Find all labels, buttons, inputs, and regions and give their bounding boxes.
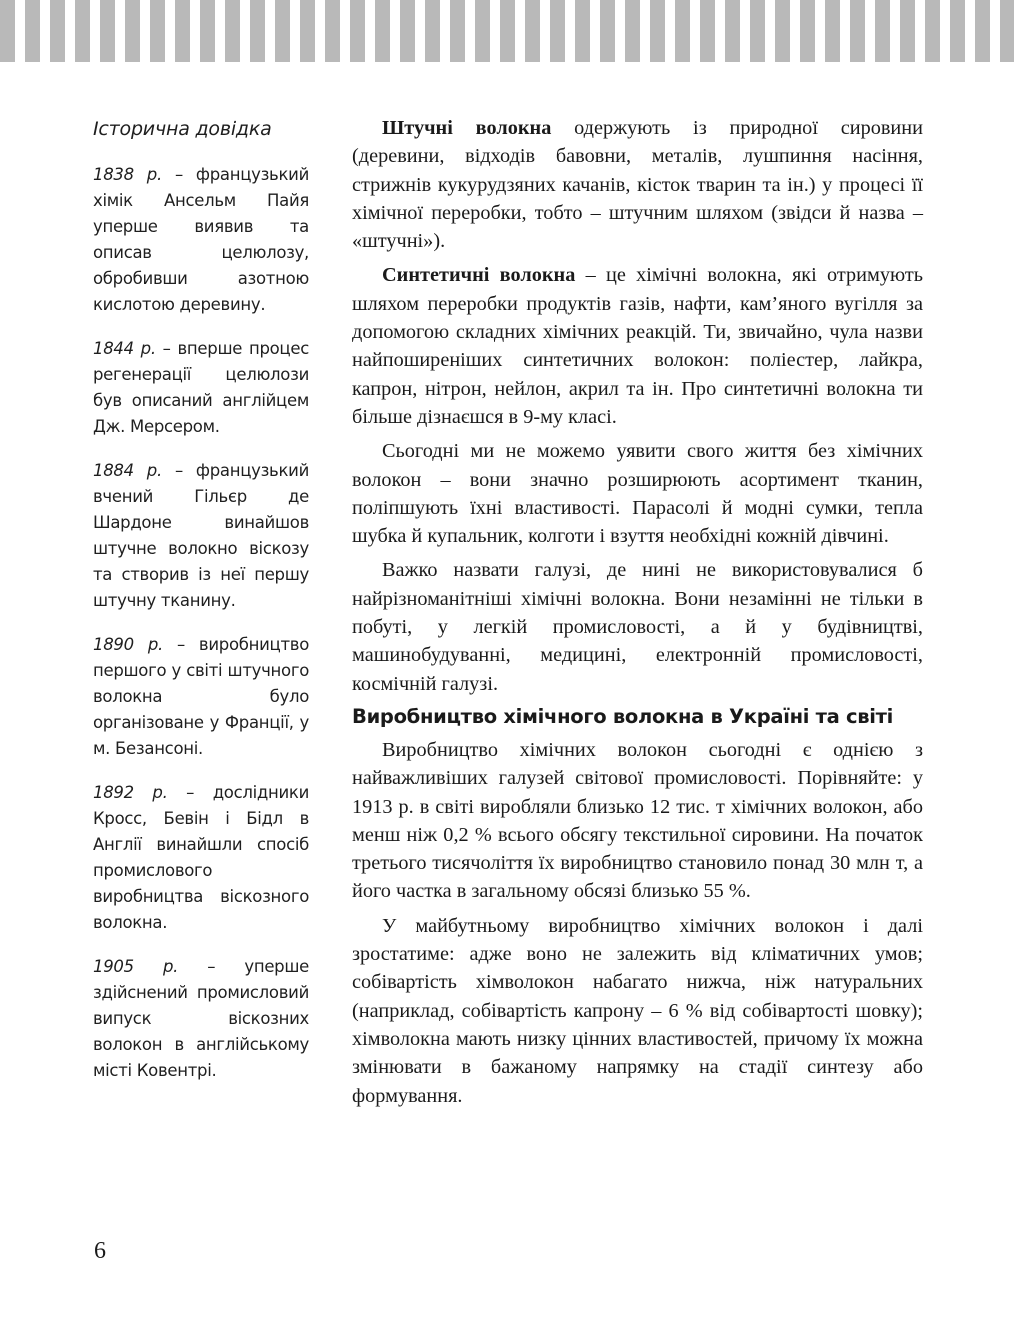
history-entry	[93, 632, 309, 762]
main-text-column	[352, 114, 923, 1116]
header-stripes	[0, 0, 1014, 62]
entry-year: 1844 р.	[93, 339, 156, 358]
history-entry	[93, 954, 309, 1084]
history-entry	[93, 780, 309, 936]
term-artificial-fibers: Штучні волокна	[382, 117, 552, 139]
entry-year: 1838 р.	[93, 165, 162, 184]
paragraph-synthetic-fibers	[352, 261, 923, 431]
history-entry	[93, 162, 309, 318]
paragraph-modern-life: Сьогодні ми не можемо уявити свого життя без хімічних волокон – вони значно розширюють асортимент тканин, поліпшують їхні властивості. Парасолі й модні сумки, тепла шубка й купальник, колготи і взуття необхідні кожній дівчині.	[352, 440, 923, 548]
entry-text: – французький хімік Ансельм Пайя уперше виявив та описав целюлозу, обробивши азотною кислотою деревину.	[93, 165, 309, 314]
section-heading: Виробництво хімічного волокна в Україні та світі	[352, 704, 894, 728]
entry-text: – дослідники Кросс, Бевін і Бідл в Англії винайшли спосіб промислового виробництва віскозного волокна.	[93, 783, 310, 932]
history-entry	[93, 336, 309, 440]
sidebar-title: Історична довідка	[93, 118, 272, 140]
paragraph-production-stats: Виробництво хімічних волокон сьогодні є однією з найважливіших галузей світової промисловості. Порівняйте: у 1913 р. в світі виробляли близько 12 тис. т хімічних волокон, або менш ніж 0,2 % всього обсягу текстильної сировини. На початок третього тисячоліття їх виробництво становило понад 30 млн т, а його частка в загальному обсязі близько 55 %.	[352, 738, 923, 903]
term-synthetic-fibers: Синтетичні волокна	[382, 264, 576, 287]
entry-text: – вперше процес регенерації целюлози був описаний англійцем Дж. Мерсером.	[93, 339, 309, 436]
paragraph-industries: Важко назвати галузі, де нині не використовувалися б найрізноманітніші хімічні волокна. Вони незамінні не тільки в побуті, у легкій промисловості, а й у будівництві, машинобудуванні, медицині, електронній промисловості, космічній галузі.	[352, 559, 923, 695]
paragraph-future-production: У майбутньому виробництво хімічних волокон і далі зростатиме: адже воно не залежить від кліматичних умов; собівартість хімволокон набагато нижча, ніж натуральних (наприклад, собівартість капрону – 6 % від собівартості шовку); хімволокна мають низку цінних властивостей, причому їх можна змінювати в бажаному напрямку на стадії синтезу або формування.	[352, 914, 923, 1107]
entry-text: – виробництво першого у світі штучного волокна було організоване у Франції, у м. Безансоні.	[93, 635, 309, 758]
entry-year: 1884 р.	[93, 461, 162, 480]
page-number: 6	[94, 1238, 106, 1264]
entry-year: 1890 р.	[93, 635, 163, 654]
historical-reference-sidebar	[93, 116, 309, 1102]
entry-text: – уперше здійснений промисловий випуск віскозних волокон в англійському місті Ковентрі.	[93, 957, 310, 1080]
paragraph-text: одержують із природної сировини (деревини, відходів бавовни, металів, лушпиння насіння, стрижнів кукурудзяних качанів, кісток тварин та ін.) у процесі її хімічної переробки, тобто – штучним шляхом (звідси й назва – «штучні»).	[352, 117, 923, 253]
entry-year: 1905 р.	[93, 957, 179, 976]
paragraph-artificial-fibers	[352, 114, 923, 255]
entry-year: 1892 р.	[93, 783, 168, 802]
history-entry	[93, 458, 309, 614]
entry-text: – французький вчений Гільєр де Шардоне винайшов штучне волокно віскозу та створив із неї першу штучну тканину.	[93, 461, 309, 610]
paragraph-text: – це хімічні волокна, які отримують шляхом переробки продуктів газів, нафти, кам’яного вугілля за допомогою складних хімічних реакцій. Ти, звичайно, чула назви найпоширеніших синтетичних волокон: поліестер, лайкра, капрон, нітрон, нейлон, акрил та ін. Про синтетичні волокна ти більше дізнаєшся в 9-му класі.	[352, 264, 923, 428]
